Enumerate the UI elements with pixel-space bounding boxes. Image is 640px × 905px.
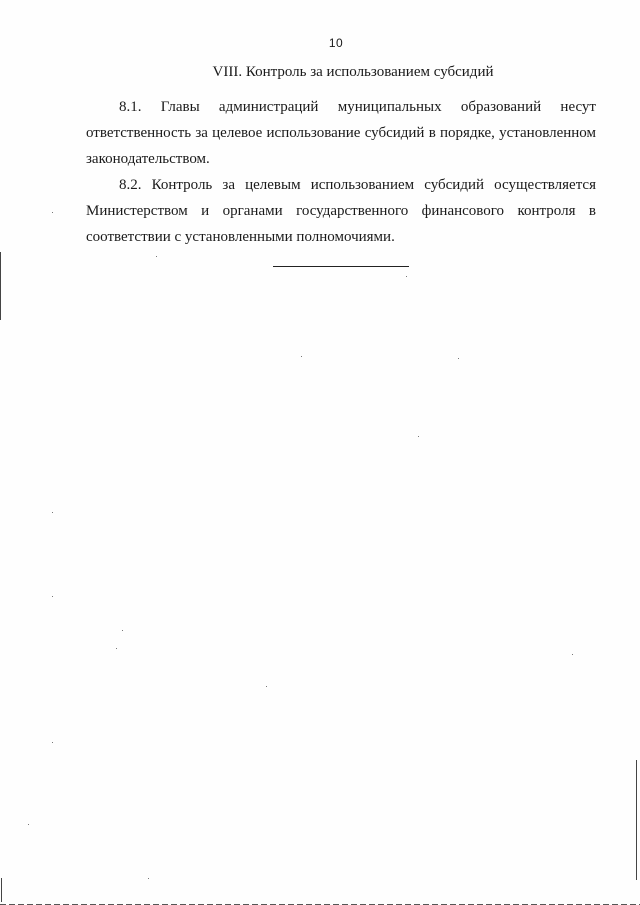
paragraph-8-2: 8.2. Контроль за целевым использованием субсидий осуществляется Министерством и органами государственного финансового контроля в соответствии с установленными полномочиями. (86, 177, 596, 245)
section-title: VIII. Контроль за использованием субсидий (212, 64, 494, 80)
scan-speck (122, 630, 123, 631)
scan-speck (52, 742, 53, 743)
paragraph-8-1: 8.1. Главы администраций муниципальных образований несут ответственность за целевое использование субсидий в порядке, установленном законодательством. (86, 99, 596, 167)
scan-speck (52, 596, 53, 597)
scan-speck (301, 356, 302, 357)
scan-speck (52, 212, 53, 213)
scan-speck (406, 276, 407, 277)
closing-rule (273, 266, 409, 267)
scan-speck (458, 358, 459, 359)
scan-speck (156, 256, 157, 257)
scan-speck (418, 436, 419, 437)
page-number: 10 (328, 36, 344, 50)
scan-speck (52, 512, 53, 513)
scan-speck (28, 824, 29, 825)
scan-edge-line (0, 252, 1, 320)
scan-edge-line (636, 760, 637, 880)
scan-speck (572, 654, 573, 655)
document-body (86, 94, 596, 250)
scan-edge-line (1, 878, 2, 902)
scan-speck (116, 648, 117, 649)
scan-speck (266, 686, 267, 687)
scan-speck (148, 878, 149, 879)
